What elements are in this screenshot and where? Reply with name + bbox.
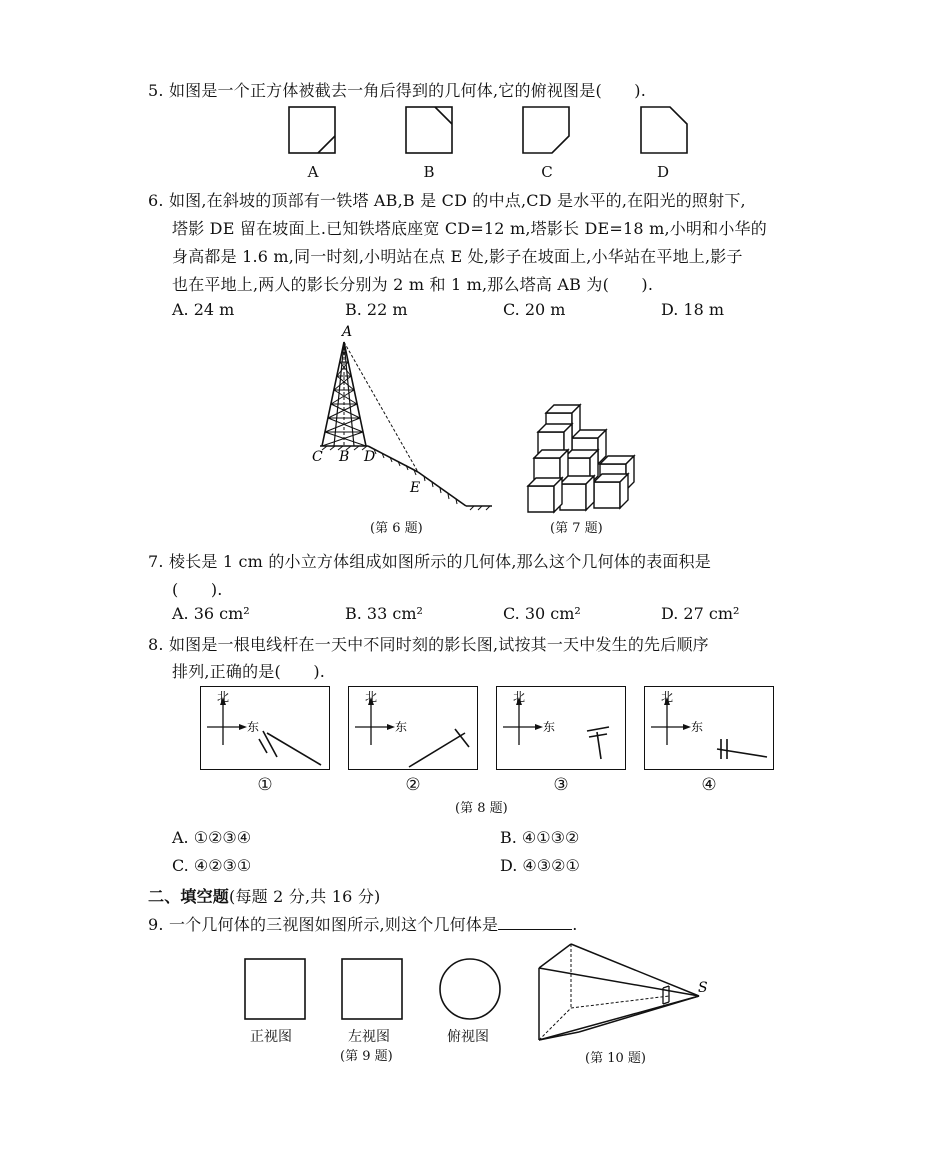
q6-caption: (第 6 题) xyxy=(370,521,423,536)
panel-label-2: ② xyxy=(405,775,421,795)
east-label: 东 xyxy=(543,720,556,734)
q7-line-2: ( ). xyxy=(172,580,223,599)
side-view-square xyxy=(341,958,405,1022)
north-label: 北 xyxy=(513,690,526,704)
tower-label-a: A xyxy=(342,324,353,340)
q8-option-d: D. ④③②① xyxy=(500,856,580,875)
east-label: 东 xyxy=(395,720,408,734)
q7-option-b: B. 33 cm² xyxy=(345,604,423,623)
q10-caption: (第 10 题) xyxy=(585,1051,646,1066)
panel-label-1: ① xyxy=(257,775,273,795)
shadow-panel-2 xyxy=(348,686,478,770)
east-label: 东 xyxy=(247,720,260,734)
q9-end: . xyxy=(572,915,578,934)
section-2-heading xyxy=(148,884,380,907)
q5-text: 5. 如图是一个正方体被截去一角后得到的几何体,它的俯视图是( ). xyxy=(148,81,647,100)
q6-option-a: A. 24 m xyxy=(172,300,235,319)
q5-label-d: D xyxy=(656,163,670,181)
q6-line-4: 也在平地上,两人的影长分别为 2 m 和 1 m,那么塔高 AB 为( ). xyxy=(172,275,654,294)
q7-option-c: C. 30 cm² xyxy=(503,604,581,623)
shadow-panel-3 xyxy=(496,686,626,770)
front-view-label: 正视图 xyxy=(250,1029,292,1045)
north-label: 北 xyxy=(217,690,230,704)
q6-option-d: D. 18 m xyxy=(661,300,725,319)
north-label: 北 xyxy=(661,690,674,704)
q6-line-2: 塔影 DE 留在坡面上.已知铁塔底座宽 CD=12 m,塔影长 DE=18 m,小明和小华的 xyxy=(172,219,767,238)
tower-label-c: C xyxy=(312,449,323,465)
light-source-label: S xyxy=(698,980,708,996)
panel-label-3: ③ xyxy=(553,775,569,795)
tower-label-e: E xyxy=(410,480,421,496)
q8-caption: (第 8 题) xyxy=(455,801,508,816)
north-label: 北 xyxy=(365,690,378,704)
tower-label-b: B xyxy=(339,449,350,465)
q9-caption: (第 9 题) xyxy=(340,1049,393,1064)
q6-option-b: B. 22 m xyxy=(345,300,408,319)
front-view-square xyxy=(244,958,308,1022)
section-2-note: (每题 2 分,共 16 分) xyxy=(229,887,381,906)
q5-label-c: C xyxy=(541,163,553,181)
q8-option-c: C. ④②③① xyxy=(172,856,252,875)
top-view-circle xyxy=(439,958,503,1022)
q5-option-c-figure xyxy=(522,106,572,156)
q8-option-a: A. ①②③④ xyxy=(172,828,252,847)
q7-caption: (第 7 题) xyxy=(550,521,603,536)
q5-label-b: B xyxy=(423,163,435,181)
q5-option-b-figure xyxy=(405,106,455,156)
section-2-title: 二、填空题 xyxy=(148,887,230,906)
q7-option-d: D. 27 cm² xyxy=(661,604,740,623)
shadow-panel-4 xyxy=(644,686,774,770)
q9-answer-blank[interactable] xyxy=(498,915,572,930)
q5-option-d-figure xyxy=(640,106,690,156)
east-label: 东 xyxy=(691,720,704,734)
top-view-label: 俯视图 xyxy=(447,1029,489,1045)
q6-option-c: C. 20 m xyxy=(503,300,566,319)
q6-line-1: 6. 如图,在斜坡的顶部有一铁塔 AB,B 是 CD 的中点,CD 是水平的,在阳光的照射下, xyxy=(148,191,746,210)
q7-line-1: 7. 棱长是 1 cm 的小立方体组成如图所示的几何体,那么这个几何体的表面积是 xyxy=(148,552,712,571)
q7-option-a: A. 36 cm² xyxy=(172,604,250,623)
q9-text: 9. 一个几何体的三视图如图所示,则这个几何体是 xyxy=(148,915,499,934)
q5-label-a: A xyxy=(307,163,319,181)
prism-light-figure xyxy=(535,938,715,1048)
side-view-label: 左视图 xyxy=(348,1029,390,1045)
q8-line-2: 排列,正确的是( ). xyxy=(172,662,326,681)
q6-line-3: 身高都是 1.6 m,同一时刻,小明站在点 E 处,影子在坡面上,小华站在平地上,影子 xyxy=(172,247,743,266)
panel-label-4: ④ xyxy=(701,775,717,795)
shadow-panel-1 xyxy=(200,686,330,770)
q8-line-1: 8. 如图是一根电线杆在一天中不同时刻的影长图,试按其一天中发生的先后顺序 xyxy=(148,635,709,654)
q5-option-a-figure xyxy=(288,106,338,156)
q8-option-b: B. ④①③② xyxy=(500,828,580,847)
q9-text-line xyxy=(148,912,578,935)
tower-figure xyxy=(300,320,500,520)
cubes-figure xyxy=(524,404,639,514)
tower-label-d: D xyxy=(364,449,376,465)
